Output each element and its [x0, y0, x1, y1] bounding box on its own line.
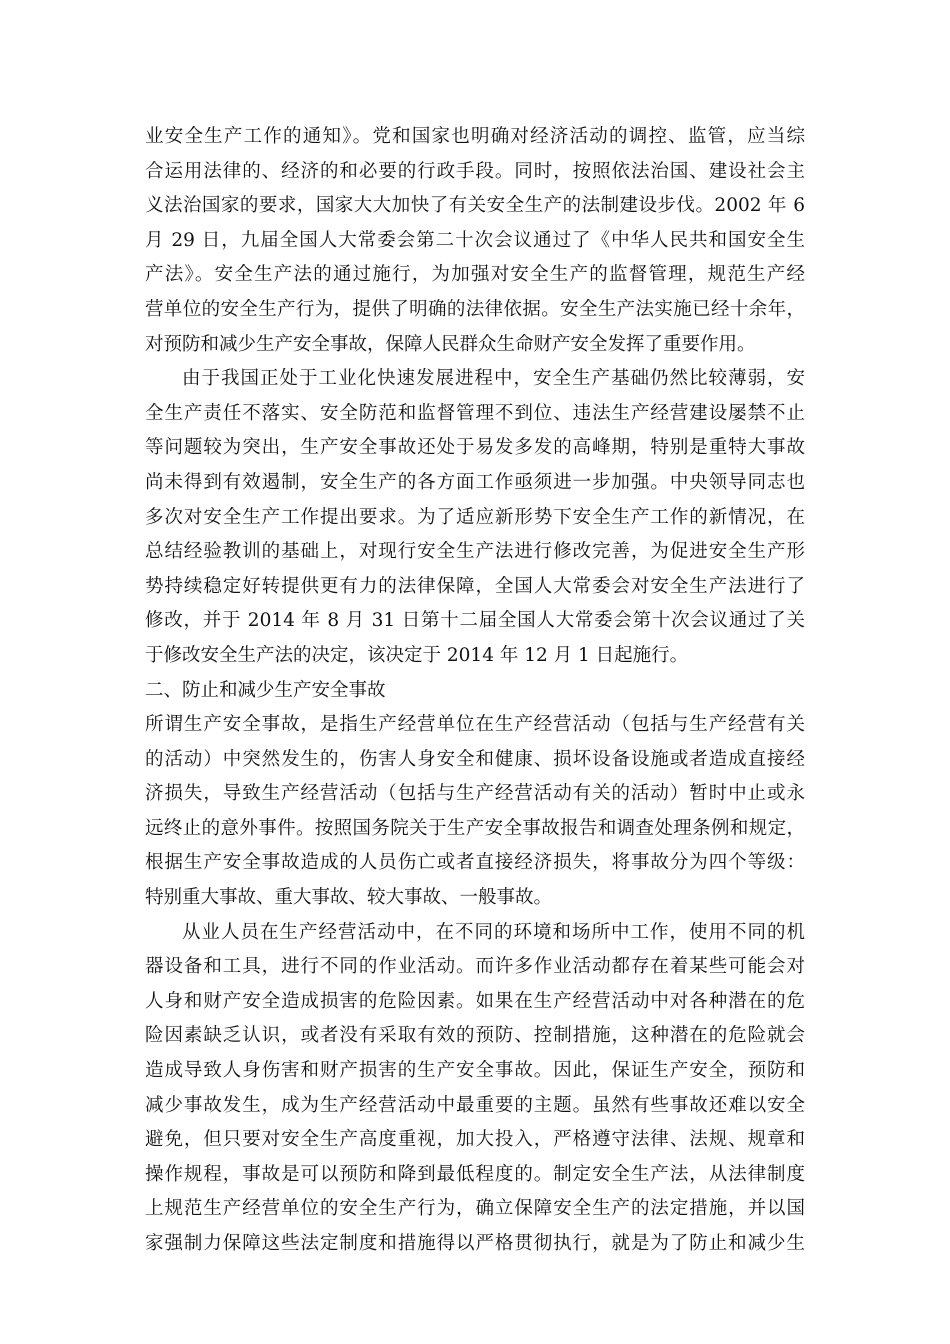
text-line: 多次对安全生产工作提出要求。为了适应新形势下安全生产工作的新情况，在: [145, 506, 805, 528]
text-line: 人身和财产安全造成损害的危险因素。如果在生产经营活动中对各种潜在的危: [145, 990, 805, 1012]
text-line: 产法》。安全生产法的通过施行，为加强对安全生产的监督管理，规范生产经: [145, 264, 805, 286]
document-body: [145, 120, 805, 1262]
text-line: 家强制力保障这些法定制度和措施得以严格贯彻执行，就是为了防止和减少生: [145, 1233, 805, 1254]
text-line: 的活动）中突然发生的，伤害人身安全和健康、损坏设备设施或者造成直接经: [145, 748, 805, 770]
text-line: 特别重大事故、重大事故、较大事故、一般事故。: [145, 887, 553, 909]
text-line: 对预防和减少生产安全事故，保障人民群众生命财产安全发挥了重要作用。: [145, 333, 756, 355]
text-line: 势持续稳定好转提供更有力的法律保障，全国人大常委会对安全生产法进行了: [145, 575, 805, 597]
text-line: 由于我国正处于工业化快速发展进程中，安全生产基础仍然比较薄弱，安: [182, 368, 805, 390]
text-line: 造成导致人身伤害和财产损害的生产安全事故。因此，保证生产安全，预防和: [145, 1060, 805, 1082]
text-line: 等问题较为突出，生产安全事故还处于易发多发的高峰期，特别是重特大事故: [145, 437, 805, 459]
section-heading: [145, 674, 805, 709]
text-line: 险因素缺乏认识，或者没有采取有效的预防、控制措施，这种潜在的危险就会: [145, 1025, 805, 1047]
text-line: 修改，并于 2014 年 8 月 31 日第十二届全国人大常委会第十次会议通过了关: [145, 610, 805, 632]
text-line: 上规范生产经营单位的安全生产行为，确立保障安全生产的法定措施，并以国: [145, 1198, 805, 1220]
text-line: 义法治国家的要求，国家大大加快了有关安全生产的法制建设步伐。2002 年 6: [145, 195, 805, 217]
paragraph: [145, 708, 805, 916]
text-line: 于修改安全生产法的决定，该决定于 2014 年 12 月 1 日起施行。: [145, 644, 689, 666]
text-line: 合运用法律的、经济的和必要的行政手段。同时，按照依法治国、建设社会主: [145, 160, 805, 182]
paragraph: [145, 916, 805, 1262]
text-line: 全生产责任不落实、安全防范和监督管理不到位、违法生产经营建设屡禁不止: [145, 402, 805, 424]
text-line: 器设备和工具，进行不同的作业活动。而许多作业活动都存在着某些可能会对: [145, 956, 805, 978]
text-line: 操作规程，事故是可以预防和降到最低程度的。制定安全生产法，从法律制度: [145, 1163, 805, 1185]
section-heading-text: 二、防止和减少生产安全事故: [145, 679, 386, 701]
text-line: 从业人员在生产经营活动中，在不同的环境和场所中工作，使用不同的机: [182, 921, 805, 943]
paragraph: [145, 120, 805, 362]
text-line: 尚未得到有效遏制，安全生产的各方面工作亟须进一步加强。中央领导同志也: [145, 471, 805, 493]
text-line: 减少事故发生，成为生产经营活动中最重要的主题。虽然有些事故还难以安全: [145, 1094, 805, 1116]
text-line: 业安全生产工作的通知》。党和国家也明确对经济活动的调控、监管，应当综: [145, 126, 805, 147]
text-line: 总结经验教训的基础上，对现行安全生产法进行修改完善，为促进安全生产形: [145, 541, 805, 563]
text-line: 所谓生产安全事故，是指生产经营单位在生产经营活动（包括与生产经营有关: [145, 714, 805, 736]
text-line: 济损失，导致生产经营活动（包括与生产经营活动有关的活动）暂时中止或永: [145, 783, 805, 805]
paragraph: [145, 362, 805, 673]
text-line: 避免，但只要对安全生产高度重视，加大投入，严格遵守法律、法规、规章和: [145, 1129, 805, 1151]
text-line: 远终止的意外事件。按照国务院关于生产安全事故报告和调查处理条例和规定，: [145, 817, 805, 839]
text-line: 月 29 日，九届全国人大常委会第二十次会议通过了《中华人民共和国安全生: [145, 229, 805, 251]
text-line: 根据生产安全事故造成的人员伤亡或者直接经济损失，将事故分为四个等级：: [145, 852, 805, 874]
text-line: 营单位的安全生产行为，提供了明确的法律依据。安全生产法实施已经十余年，: [145, 298, 805, 320]
